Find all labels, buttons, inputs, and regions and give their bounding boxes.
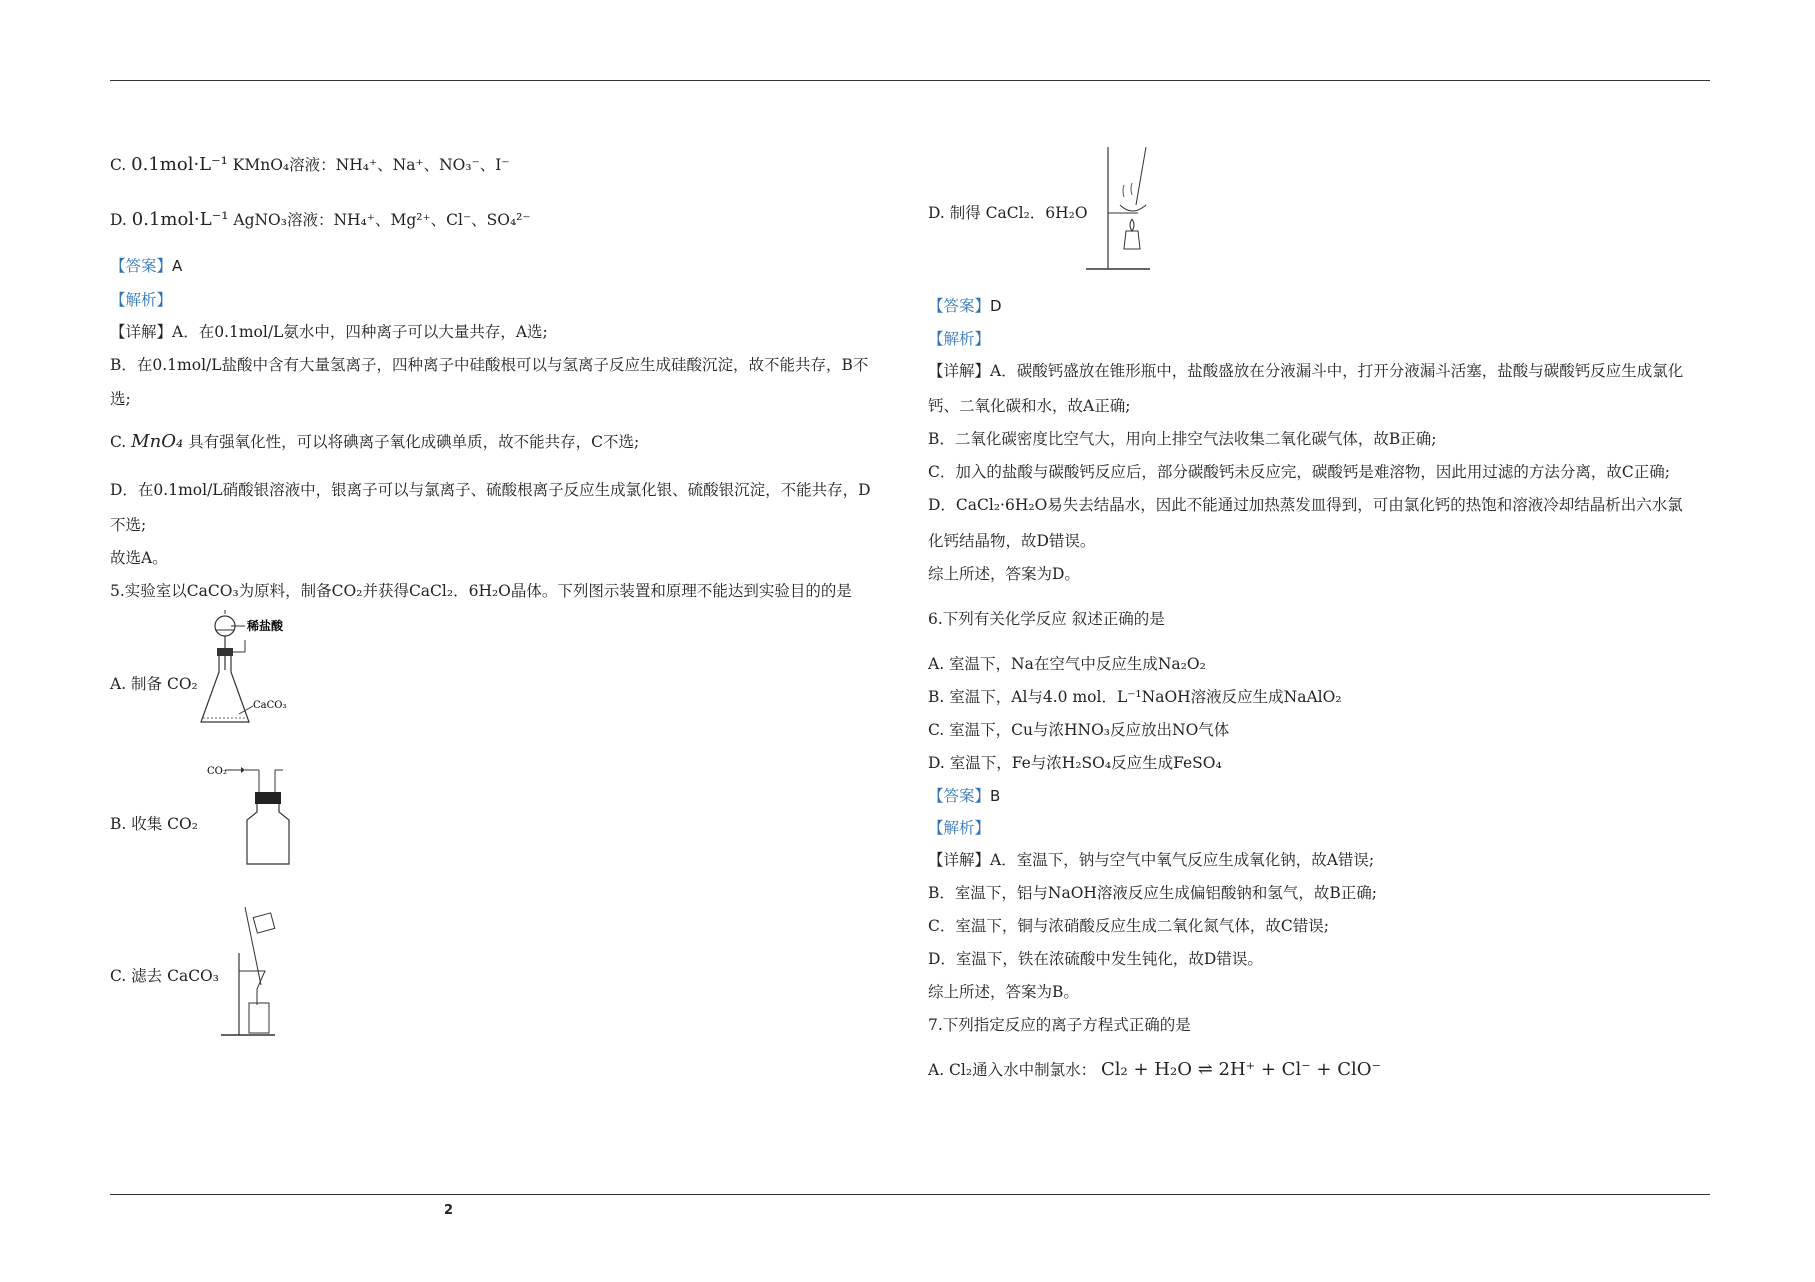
page-number: 2	[444, 1203, 454, 1218]
answer-d: 【答案】D	[928, 297, 1002, 315]
detail-line: B．在0.1mol/L盐酸中含有大量氢离子，四种离子中硅酸根可以与氢离子反应生成硅酸沉淀，故不能共存，B不	[110, 356, 869, 374]
detail-line: 选;	[110, 390, 131, 408]
q6-opt: A. 室温下，Na在空气中反应生成Na₂O₂	[928, 655, 1206, 673]
answer-b: 【答案】B	[928, 787, 1001, 805]
detail-line: D．在0.1mol/L硝酸银溶液中，银离子可以与氯离子、硫酸根离子反应生成氯化银、硫酸银沉淀，不能共存，D	[110, 481, 871, 499]
detail-line: 【详解】A．碳酸钙盛放在锥形瓶中，盐酸盛放在分液漏斗中，打开分液漏斗活塞，盐酸与碳酸钙反应生成氯化	[928, 362, 1684, 380]
fig-label-co2: CO₂	[207, 766, 227, 777]
left-opt-c: C. 0.1mol·L⁻¹ KMnO₄溶液：NH₄⁺、Na⁺、NO₃⁻、I⁻	[110, 154, 510, 175]
left-opt-d: D. 0.1mol·L⁻¹ AgNO₃溶液：NH₄⁺、Mg²⁺、Cl⁻、SO₄²⁻	[110, 209, 531, 230]
answer-a: 【答案】A	[110, 257, 183, 275]
detail-line: C．加入的盐酸与碳酸钙反应后，部分碳酸钙未反应完，碳酸钙是难溶物，因此用过滤的方法分离，故C正确;	[928, 463, 1670, 481]
detail-line: 钙、二氧化碳和水，故A正确;	[928, 397, 1131, 415]
q6-opt: B. 室温下，Al与4.0 mol．L⁻¹NaOH溶液反应生成NaAlO₂	[928, 688, 1342, 706]
detail-line: D．室温下，铁在浓硫酸中发生钝化，故D错误。	[928, 950, 1263, 968]
q5-opt-b: B. 收集 CO₂	[110, 815, 198, 833]
fig-label-dilute-hcl: 稀盐酸	[247, 619, 284, 633]
detail-line: 【详解】A．室温下，钠与空气中氧气反应生成氧化钠，故A错误;	[928, 851, 1375, 869]
q6-opt: D. 室温下，Fe与浓H₂SO₄反应生成FeSO₄	[928, 754, 1222, 772]
filtration-figure	[215, 905, 290, 1040]
flask-apparatus-figure	[195, 610, 295, 740]
q6-title: 6.下列有关化学反应 叙述正确的是	[928, 610, 1165, 628]
analysis-label: 【解析】	[928, 819, 991, 837]
detail-line: 综上所述，答案为D。	[928, 565, 1080, 583]
analysis-label: 【解析】	[110, 291, 173, 309]
evaporation-figure	[1080, 145, 1160, 275]
detail-line: 综上所述，答案为B。	[928, 983, 1079, 1001]
q5-title: 5.实验室以CaCO₃为原料，制备CO₂并获得CaCl₂．6H₂O晶体。下列图示装置和原理不能达到实验目的的是	[110, 582, 852, 600]
footer-rule	[110, 1194, 1710, 1195]
detail-line: 化钙结晶物，故D错误。	[928, 532, 1096, 550]
fig-label-caco3: CaCO₃	[253, 700, 287, 711]
detail-line: B．室温下，铝与NaOH溶液反应生成偏铝酸钠和氢气，故B正确;	[928, 884, 1378, 902]
q7-title: 7.下列指定反应的离子方程式正确的是	[928, 1016, 1191, 1034]
q5-opt-a: A. 制备 CO₂	[110, 675, 198, 693]
header-rule	[110, 80, 1710, 81]
q7-opt-a: A. Cl₂通入水中制氯水： Cl₂ + H₂O ⇌ 2H⁺ + Cl⁻ + ClO⁻	[928, 1059, 1382, 1080]
q6-opt: C. 室温下，Cu与浓HNO₃反应放出NO气体	[928, 721, 1230, 739]
q5-opt-d: D. 制得 CaCl₂．6H₂O	[928, 204, 1088, 222]
analysis-label: 【解析】	[928, 330, 991, 348]
detail-line-c: C. MnO₄ 具有强氧化性，可以将碘离子氧化成碘单质，故不能共存，C不选;	[110, 431, 640, 452]
detail-line: C．室温下，铜与浓硝酸反应生成二氧化氮气体，故C错误;	[928, 917, 1329, 935]
detail-line: 【详解】A．在0.1mol/L氨水中，四种离子可以大量共存，A选;	[110, 323, 548, 341]
detail-line: B．二氧化碳密度比空气大，用向上排空气法收集二氧化碳气体，故B正确;	[928, 430, 1437, 448]
detail-line: 故选A。	[110, 549, 168, 567]
gas-bottle-figure	[205, 760, 295, 870]
detail-line: D．CaCl₂·6H₂O易失去结晶水，因此不能通过加热蒸发皿得到，可由氯化钙的热饱和溶液冷却结晶析出六水氯	[928, 496, 1683, 514]
q5-opt-c: C. 滤去 CaCO₃	[110, 967, 219, 985]
detail-line: 不选;	[110, 516, 147, 534]
